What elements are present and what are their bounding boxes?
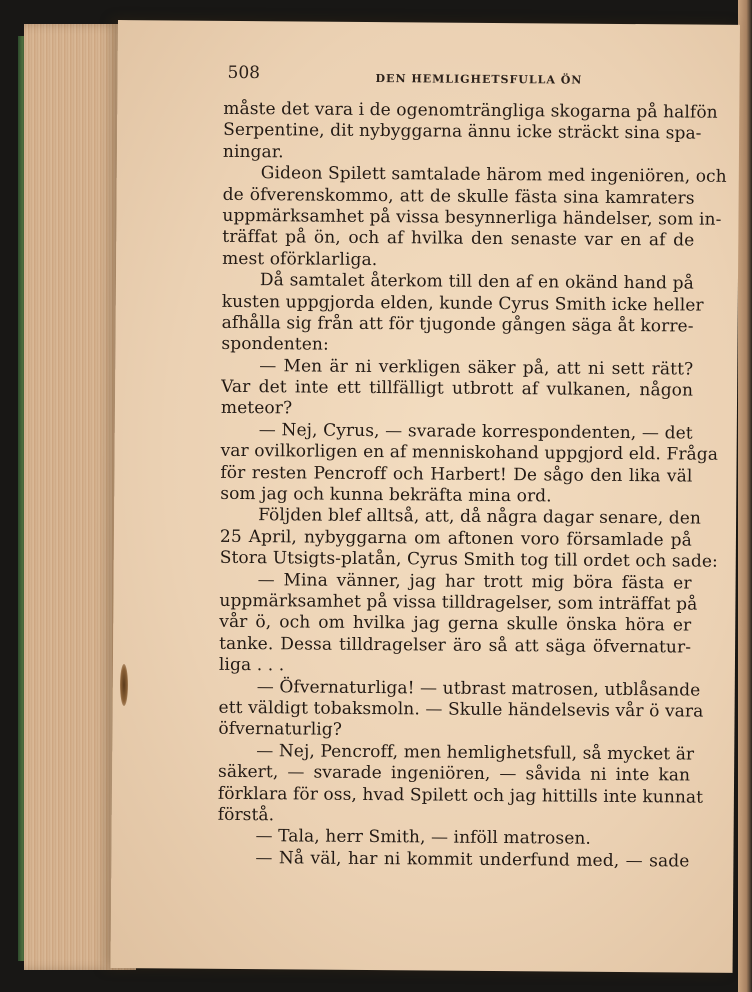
- text-line: meteor?: [220, 398, 293, 419]
- text-line: ett väldigt tobaksmoln. — Skulle händelsevis vår ö vara: [218, 697, 704, 722]
- text-line: Var det inte ett tillfälligt utbrott af vulkanen, någon: [221, 376, 694, 401]
- text-line: mest oförklarliga.: [222, 248, 378, 270]
- text-line: Serpentine, dit nybyggarna ännu icke sträckt sina spa-: [223, 120, 702, 144]
- text-line: liga . . .: [218, 654, 285, 676]
- page-number: 508: [227, 62, 261, 84]
- text-line: — Mina vänner, jag har trott mig böra fästa er: [257, 569, 692, 594]
- body-text: [217, 98, 727, 873]
- text-line: afhålla sig från att för tjugonde gången säga åt korre-: [221, 312, 694, 337]
- text-line: Följden blef alltså, att, då några dagar senare, den: [258, 505, 702, 530]
- text-line: Då samtalet återkom till den af en okänd hand på: [259, 270, 695, 294]
- text-line: ningar.: [222, 141, 284, 163]
- book-page: [111, 20, 740, 973]
- text-line: kusten uppgjorda elden, kunde Cyrus Smith icke heller: [221, 291, 704, 316]
- text-line: 25 April, nybyggarna om aftonen voro församlade på: [219, 526, 693, 551]
- page-header: [227, 63, 697, 97]
- text-line: spondenten:: [221, 334, 329, 355]
- text-line: förstå.: [217, 804, 275, 826]
- text-line: Stora Utsigts-platån, Cyrus Smith tog till ordet och sade:: [219, 548, 718, 572]
- text-line: de öfverenskommo, att de skulle fästa sina kamraters: [222, 184, 695, 209]
- text-line: som jag och kunna bekräfta mina ord.: [220, 483, 552, 507]
- running-title: DEN HEMLIGHETSFULLA ÖN: [375, 72, 583, 87]
- text-line: för resten Pencroff och Harbert! De sågo den lika väl: [220, 462, 693, 487]
- text-line: måste det vara i de ogenomträngliga skogarna på halfön: [223, 98, 718, 123]
- text-line: var ovilkorligen en af menniskohand uppgjord eld. Fråga: [220, 441, 719, 465]
- text-line: Gideon Spilett samtalade härom med ingeniören, och: [260, 163, 727, 187]
- text-line: — Öfvernaturliga! — utbrast matrosen, utblåsande: [256, 676, 701, 701]
- text-line: — Men är ni verkligen säker på, att ni sett rätt?: [259, 355, 694, 380]
- text-line: uppmärksamhet på vissa tilldragelser, som inträffat på: [219, 590, 698, 615]
- text-line: vår ö, och om hvilka jag gerna skulle önska höra er: [219, 612, 692, 636]
- text-line: — Nej, Cyrus, — svarade korrespondenten, — det: [258, 419, 693, 444]
- right-page-edge: [738, 0, 752, 992]
- text-line: säkert, — svarade ingeniören, — såvida ni inte kan: [218, 761, 691, 786]
- text-line: träffat på ön, och af hvilka den senaste var en af de: [222, 227, 695, 251]
- text-line: förklara för oss, hvad Spilett och jag hittills inte kunnat: [217, 783, 704, 808]
- text-line: — Nej, Pencroff, men hemlighetsfull, så mycket är: [256, 740, 695, 765]
- ink-blot: [120, 664, 128, 706]
- text-line: tanke. Dessa tilldragelser äro så att säga öfvernatur-: [219, 633, 692, 658]
- text-line: uppmärksamhet på vissa besynnerliga händelser, som in-: [222, 205, 722, 230]
- text-line: — Nå väl, har ni kommit underfund med, — sade: [255, 847, 690, 872]
- text-line: — Tala, herr Smith, — inföll matrosen.: [255, 826, 592, 850]
- text-line: öfvernaturlig?: [218, 719, 343, 741]
